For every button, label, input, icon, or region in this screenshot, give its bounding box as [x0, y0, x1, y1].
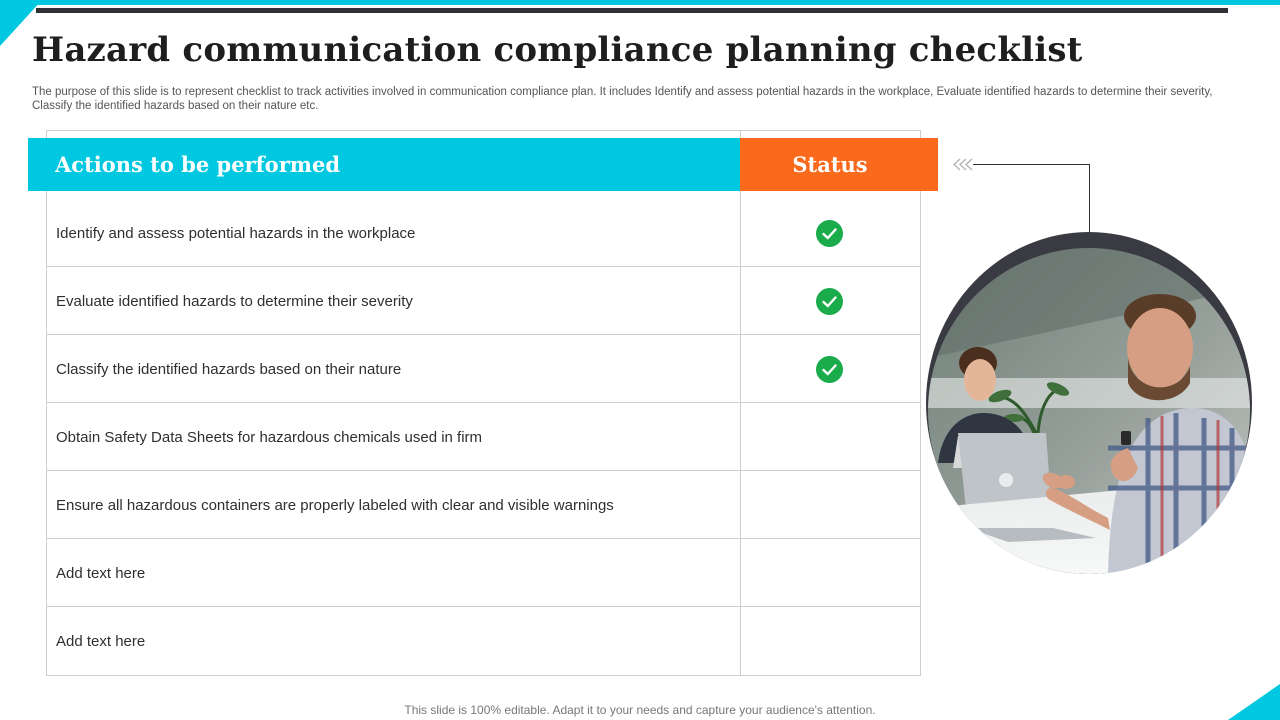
table-row: [46, 471, 921, 539]
action-text: Identify and assess potential hazards in the workplace: [56, 224, 416, 242]
slide-footer: This slide is 100% editable. Adapt it to your needs and capture your audience's attention.: [404, 703, 876, 717]
action-text: Add text here: [56, 564, 146, 582]
top-divider-bar: [36, 8, 1228, 13]
top-accent-strip: [0, 0, 1280, 5]
action-text: Ensure all hazardous containers are properly labeled with clear and visible warnings: [56, 496, 614, 514]
check-circle-icon: [816, 288, 843, 315]
header-status: Status: [740, 138, 938, 191]
check-circle-icon: [816, 356, 843, 383]
photo-frame: [926, 232, 1252, 574]
connector-line-horizontal: [973, 164, 1090, 165]
table-header: [28, 138, 938, 191]
table-row: [46, 403, 921, 471]
slide-subtitle: The purpose of this slide is to represent checklist to track activities involved in communication compliance plan. It includes Identify and assess potential hazards in the workplace, Evaluate identified hazards to determine their severity, Classify the identified hazards based on their nature etc.: [32, 86, 1213, 112]
table-row: [46, 607, 921, 675]
action-text: Classify the identified hazards based on their nature: [56, 360, 402, 378]
check-circle-icon: [816, 220, 843, 247]
table-row: [46, 267, 921, 335]
chevrons-left-icon: [953, 158, 975, 171]
table-row: [46, 199, 921, 267]
table-row: [46, 335, 921, 403]
header-actions: Actions to be performed: [28, 138, 740, 191]
action-text: Evaluate identified hazards to determine their severity: [56, 292, 413, 310]
action-text: Add text here: [56, 632, 146, 650]
action-text: Obtain Safety Data Sheets for hazardous chemicals used in firm: [56, 428, 483, 446]
connector-line-vertical: [1089, 164, 1090, 232]
team-photo: [928, 248, 1250, 574]
slide-title: Hazard communication compliance planning checklist: [32, 30, 1083, 70]
table-row: [46, 539, 921, 607]
